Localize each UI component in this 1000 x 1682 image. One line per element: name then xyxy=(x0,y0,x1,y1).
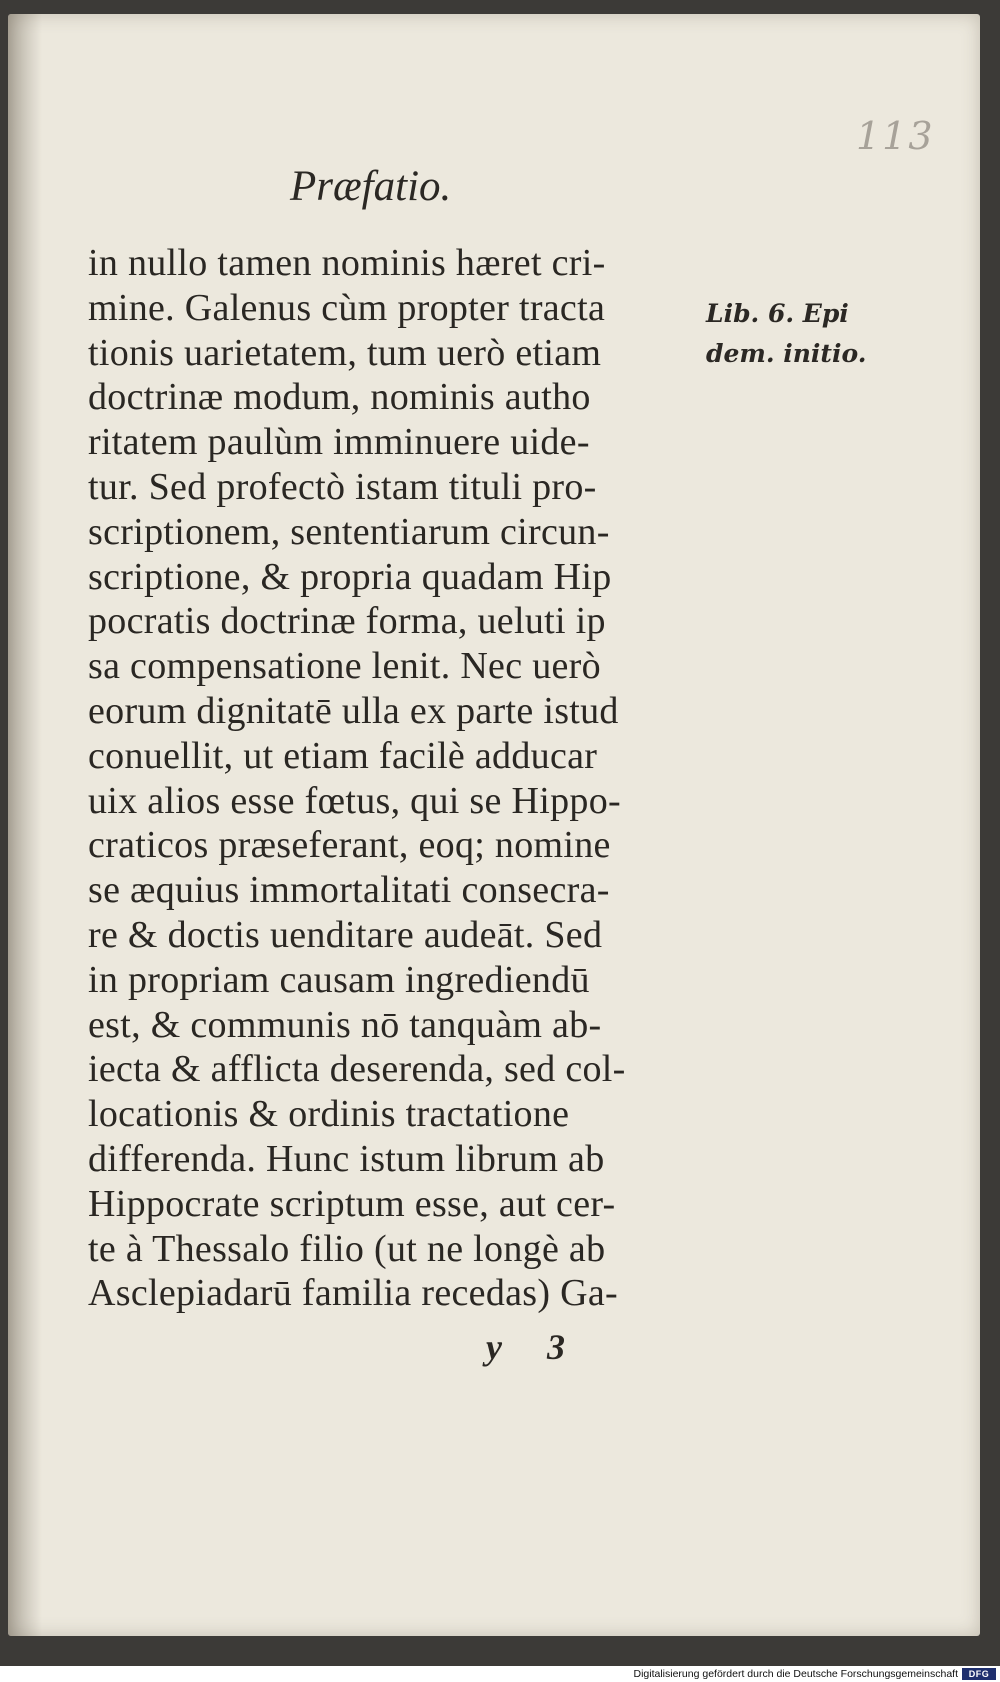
funding-credit: Digitalisierung gefördert durch die Deutsche Forschungsgemeinschaft xyxy=(633,1668,958,1680)
text-line: differenda. Hunc istum librum ab xyxy=(88,1137,605,1180)
text-line: Hippocrate scriptum esse, aut cer- xyxy=(88,1182,616,1225)
text-line: est, & communis nō tanquàm ab- xyxy=(88,1003,602,1046)
text-line: ritatem paulùm imminuere uide- xyxy=(88,421,590,464)
marginal-note xyxy=(706,294,866,374)
text-line: mine. Galenus cùm propter tracta xyxy=(88,286,606,329)
credit-bar xyxy=(0,1666,1000,1682)
text-line: iecta & afflicta deserenda, sed col- xyxy=(88,1048,626,1091)
text-line: scriptionem, sententiarum circun- xyxy=(88,510,610,553)
text-line: tionis uarietatem, tum uerò etiam xyxy=(88,331,602,374)
text-line: uix alios esse fœtus, qui se Hippo- xyxy=(88,779,621,822)
dfg-logo: DFG xyxy=(962,1668,996,1680)
body-text xyxy=(88,241,688,1316)
text-line: in nullo tamen nominis hæret cri- xyxy=(88,242,606,284)
signature-mark: y 3 xyxy=(486,1327,583,1367)
text-line: te à Thessalo filio (ut ne longè ab xyxy=(88,1227,606,1270)
text-line: eorum dignitatē ulla ex parte istud xyxy=(88,689,619,732)
text-line: craticos præseferant, eoq; nomine xyxy=(88,824,611,867)
text-line: se æquius immortalitati consecra- xyxy=(88,869,610,912)
marginal-note-line: Lib. 6. Epi xyxy=(706,299,849,328)
running-head: Præfatio. xyxy=(290,163,452,210)
text-line: locationis & ordinis tractatione xyxy=(88,1093,570,1136)
text-line: doctrinæ modum, nominis autho xyxy=(88,376,591,419)
text-line: Asclepiadarū familia recedas) Ga- xyxy=(88,1272,619,1315)
text-line: pocratis doctrinæ forma, ueluti ip xyxy=(88,600,606,643)
text-line: re & doctis uenditare audeāt. Sed xyxy=(88,913,603,956)
gutter-shadow xyxy=(8,14,42,1636)
book-page xyxy=(8,14,980,1636)
text-line: in propriam causam ingrediendū xyxy=(88,958,590,1001)
text-line: scriptione, & propria quadam Hip xyxy=(88,555,612,598)
marginal-note-line: dem. initio. xyxy=(706,339,867,368)
text-line: tur. Sed profectò istam tituli pro- xyxy=(88,465,597,508)
handwritten-folio-number: 113 xyxy=(856,114,935,158)
text-line: sa compensatione lenit. Nec uerò xyxy=(88,645,601,688)
text-line: conuellit, ut etiam facilè adducar xyxy=(88,734,598,777)
